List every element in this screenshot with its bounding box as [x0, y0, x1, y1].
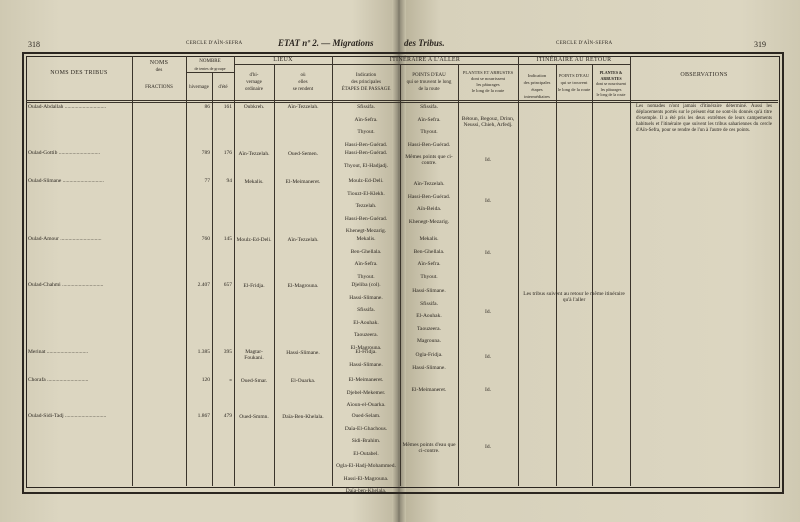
plants-list: Id.	[485, 387, 491, 393]
tribe-name: Oulad-Abdallah ..............................	[28, 104, 107, 110]
water-points-list: Sfissifa. Aïn-Sefra. Thyout. Hassi-Ben-Guérad.	[407, 104, 451, 148]
right-page-number: 319	[754, 40, 766, 49]
tents-summer: 176	[223, 150, 232, 156]
tents-summer: 145	[223, 236, 232, 242]
tribe-name: Chorafa ..............................	[28, 377, 89, 383]
place-winter: Aïn-Tezzelah.	[238, 151, 270, 157]
header-nombre: NOMBRE de tentes de groupe	[194, 59, 226, 71]
tribe-name: Oulad-Chahmi ..............................	[28, 282, 104, 288]
col-rule	[274, 64, 275, 486]
place-summer: Aïn-Tezzelah.	[287, 104, 319, 110]
tents-summer: 94	[226, 178, 232, 184]
tents-summer: 161	[223, 104, 232, 110]
header-lieux: LIEUX	[273, 57, 293, 63]
water-points-list: Hassi-Slimane. Sfissifa. El-Aouhak. Taouzeera. Magrouna.	[412, 288, 446, 344]
place-summer: Hassi-Slimane.	[286, 350, 320, 356]
place-winter: Oued-Smmn.	[239, 414, 269, 420]
header-rule	[234, 64, 630, 65]
place-winter: El-Fridja.	[243, 283, 265, 289]
header-noms-tribus: NOMS DES TRIBUS	[50, 70, 108, 76]
header-aller-plantes: PLANTES ET ARBUSTES dont se nourrissent les pâturages le long de la route	[462, 70, 514, 93]
col-rule	[186, 56, 187, 486]
place-summer: Aïn-Tezzelah.	[287, 237, 319, 243]
header-aller-etapes: Indication des principales ÉTAPES DE PASSAGE	[341, 73, 391, 92]
water-points-list: El-Meimaneret.	[411, 387, 447, 393]
stages-list: El-Fridja. Hassi-Slimane.	[349, 349, 383, 368]
tents-summer: 395	[223, 349, 232, 355]
header-retour-etapes: Indication des principales étapes intermédiaires	[523, 73, 551, 99]
water-points-list: Mekalis. Ben-Ghellala. Aïn-Sefra. Thyout.	[413, 236, 445, 280]
tents-winter: 789	[201, 150, 210, 156]
tribe-name: Oulad-Amour ..............................	[28, 236, 102, 242]
stages-list: Oued-Selam. Daïa-El-Ghachous. Sidi-Brahim. El-Outabel. Ogla-El-Hadj-Mohammed. Hassi-El-Magrouna. Daïa-ben-Khelala.	[336, 413, 396, 494]
tents-summer: 479	[223, 413, 232, 419]
tents-winter: 120	[201, 377, 210, 383]
place-winter: Magtar-Foukani.	[244, 349, 264, 361]
tribe-name: Oulad-Sidi-Tadj ..............................	[28, 413, 107, 419]
water-points-list: Ogla-Fridja. Hassi-Slimane.	[412, 352, 446, 371]
stages-list: Hassi-Ben-Guérad. Thyout, El-Hadjadj.	[343, 150, 389, 169]
header-itineraire-retour: ITINÉRAIRE AU RETOUR	[536, 57, 612, 63]
header-rule	[186, 72, 234, 73]
place-winter: Oued-Smar.	[240, 378, 268, 384]
plants-list: Id.	[485, 354, 491, 360]
col-rule	[212, 72, 213, 486]
stages-list: Djeliba (col). Hassi-Slimane. Sfissifa. El-Aouhak. Taouzeera. El-Magrouna.	[349, 282, 383, 351]
place-summer: Daïa-Ben-Khelala.	[282, 414, 324, 420]
plants-list: Bétoun, Begouz, Drinn, Neussi, Chieh, Arfedj.	[461, 116, 515, 128]
tents-winter: 1.385	[197, 349, 210, 355]
stages-list: Mekalis. Ben-Ghellala. Aïn-Sefra. Thyout.	[350, 236, 382, 280]
header-noms-fractions: NOMS des FRACTIONS	[145, 60, 173, 90]
plants-list: Id.	[485, 157, 491, 163]
header-aller-points-eau: POINTS D'EAU qui se trouvent le long de la route	[406, 73, 452, 92]
table-title-left: ETAT nº 2. — Migrations	[278, 38, 374, 48]
tents-winter: 760	[201, 236, 210, 242]
stages-list: El-Meimaneret. Djebel-Mekemer. Aïoun-el-Ouarka.	[346, 377, 386, 408]
header-retour-plantes: PLANTES & ARBUSTES dont se nourrissent les pâturages le long de la route	[595, 70, 627, 97]
place-winter: Moulz-Ed-Deli.	[236, 237, 272, 243]
col-rule	[518, 56, 519, 486]
left-running-head: CERCLE D'AÏN-SEFRA	[186, 41, 243, 46]
return-itinerary-note: Les tribus suivent au retour le même itinéraire qu'à l'aller	[523, 291, 625, 303]
observation-note: Les nomades n'ont jamais d'itinéraire déterminé. Aussi les déplacements portés sur le présent état ne sont-ils donnés qu'à titre d'exemple. Il a été pris les deux extrêmes de leurs campements habituels et l'itinéraire que suivent les tribus sahariennes du cercle d'Aïn-Sefra, pour se rendre de l'un à l'autre de ces points.	[636, 104, 772, 133]
left-page-number: 318	[28, 40, 40, 49]
tents-winter: 1.867	[197, 413, 210, 419]
header-observations: OBSERVATIONS	[680, 72, 728, 78]
right-running-head: CERCLE D'AÏN-SEFRA	[556, 41, 613, 46]
stages-list: Moulz-Ed-Deli. Tiouzt-El-Klekh. Tezzelah. Hassi-Ben-Guérad. Khenegt-Mezarig.	[344, 178, 388, 234]
tents-winter: 86	[204, 104, 210, 110]
tents-summer: 657	[223, 282, 232, 288]
place-summer: Oued-Semen.	[287, 151, 319, 157]
col-rule	[234, 56, 235, 486]
tribe-name: Merinat ..............................	[28, 349, 89, 355]
place-winter: Mekalis.	[244, 179, 264, 185]
plants-list: Id.	[485, 309, 491, 315]
tents-winter: 77	[204, 178, 210, 184]
tents-winter: 2.407	[197, 282, 210, 288]
place-summer: El-Meimaneret.	[285, 179, 321, 185]
tribe-name: Oulad-Slimane ..............................	[28, 178, 104, 184]
header-nombre-hiver: hivernage	[189, 85, 209, 90]
table-title-right: des Tribus.	[404, 38, 445, 48]
col-rule	[592, 64, 593, 486]
water-points-list: Aïn-Tezzelah. Hassi-Ben-Guérad. Aïn-Beida. Khenegt-Mezarig.	[407, 181, 451, 225]
place-summer: El-Ouarka.	[290, 378, 316, 384]
header-nombre-ete: d'été	[218, 85, 228, 90]
plants-list: Id.	[485, 444, 491, 450]
col-rule	[458, 64, 459, 486]
tribe-name: Oulad-Gottib ..............................	[28, 150, 100, 156]
header-itineraire-aller: ITINÉRAIRE A L'ALLER	[389, 57, 461, 63]
water-points-list: Mêmes points d'eau que ci-contre.	[402, 442, 456, 454]
header-lieux-ete: où elles se rendent	[292, 73, 314, 92]
header-lieux-hiver: d'hi- vernage ordinaire	[244, 73, 264, 92]
plants-list: Id.	[485, 198, 491, 204]
place-winter: Oubkreh.	[243, 104, 265, 110]
stages-list: Sfissifa. Aïn-Sefra. Thyout. Hassi-Ben-Guérad.	[344, 104, 388, 148]
plants-list: Id.	[485, 250, 491, 256]
col-rule	[132, 56, 133, 486]
header-retour-points-eau: POINTS D'EAU qui se trouvent le long de la route	[557, 73, 591, 92]
col-rule	[630, 56, 631, 486]
water-points-list: Mêmes points que ci-contre.	[405, 154, 453, 166]
col-rule	[556, 64, 557, 486]
tents-summer: »	[229, 377, 232, 383]
place-summer: El-Magrouna.	[287, 283, 319, 289]
